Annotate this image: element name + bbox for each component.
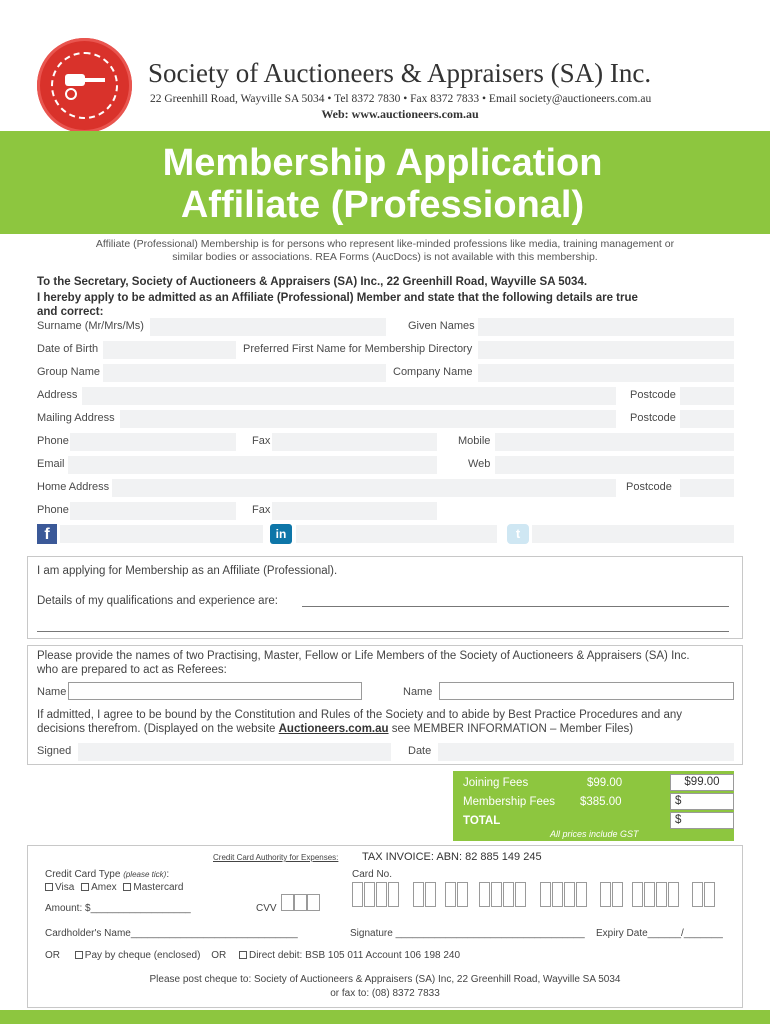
- given-names-label: Given Names: [408, 320, 475, 332]
- mailing-address-field[interactable]: [120, 410, 616, 428]
- referees-line1: Please provide the names of two Practising, Master, Fellow or Life Members of the Society of Auctioneers & Appraisers (SA) Inc.: [37, 650, 690, 662]
- amount-field[interactable]: Amount: $__________________: [45, 903, 191, 914]
- card-digit-box[interactable]: [376, 882, 387, 907]
- card-digit-box[interactable]: [656, 882, 667, 907]
- qualifications-line1[interactable]: [302, 606, 729, 607]
- given-names-field[interactable]: [478, 318, 734, 336]
- card-digit-box[interactable]: [425, 882, 436, 907]
- declaration-line1: To the Secretary, Society of Auctioneers & Appraisers (SA) Inc., 22 Greenhill Road, Wayville SA 5034.: [37, 276, 588, 288]
- contact-line: 22 Greenhill Road, Wayville SA 5034 • Tel 8372 7830 • Fax 8372 7833 • Email society@auctioneers.com.au: [150, 93, 652, 105]
- amex-checkbox[interactable]: [81, 883, 89, 891]
- declaration-line2: I hereby apply to be admitted as an Affiliate (Professional) Member and state that the following details are true: [37, 292, 638, 304]
- signed-field[interactable]: [78, 743, 391, 761]
- card-digit-box[interactable]: [515, 882, 526, 907]
- visa-label: Visa: [55, 882, 75, 893]
- fax2-label: Fax: [252, 504, 271, 516]
- signature-field[interactable]: Signature __________________________________: [350, 928, 585, 939]
- applying-line1: I am applying for Membership as an Affiliate (Professional).: [37, 565, 338, 577]
- cvv-digit-box[interactable]: [294, 894, 307, 911]
- twitter-icon: t: [507, 524, 529, 544]
- membership-fees-box[interactable]: $: [670, 793, 734, 810]
- intro-line1: Affiliate (Professional) Membership is for persons who represent like-minded professions like media, training management or: [95, 238, 675, 250]
- card-digit-box[interactable]: [457, 882, 468, 907]
- title-banner: [0, 131, 770, 234]
- mailing-address-label: Mailing Address: [37, 412, 115, 424]
- phone2-label: Phone: [37, 504, 69, 516]
- intro-line2: similar bodies or associations. REA Forms (AucDocs) is not available with this membership.: [172, 251, 598, 263]
- agree-line1: If admitted, I agree to be bound by the Constitution and Rules of the Society and to abide by Best Practice Procedures and any: [37, 709, 683, 721]
- referee1-name-label: Name: [37, 686, 67, 698]
- card-digit-box[interactable]: [704, 882, 715, 907]
- surname-label: Surname (Mr/Mrs/Ms): [37, 320, 144, 332]
- mobile-field[interactable]: [495, 433, 734, 451]
- fax1-label: Fax: [252, 435, 271, 447]
- or-text-1: OR: [45, 950, 60, 961]
- referees-line2: who are prepared to act as Referees:: [37, 664, 227, 676]
- card-digit-box[interactable]: [576, 882, 587, 907]
- referee2-name-field[interactable]: [439, 682, 734, 700]
- web-line: Web: www.auctioneers.com.au: [321, 107, 479, 121]
- card-digit-box[interactable]: [540, 882, 551, 907]
- referee1-name-field[interactable]: [68, 682, 362, 700]
- membership-fees-label: Membership Fees: [463, 796, 556, 808]
- web-field[interactable]: [495, 456, 734, 474]
- direct-debit-label: Direct debit: BSB 105 011 Account 106 198 240: [248, 950, 461, 961]
- dob-field[interactable]: [103, 341, 236, 359]
- date-field[interactable]: [438, 743, 734, 761]
- membership-fees-amount: $385.00: [580, 796, 622, 808]
- card-digit-box[interactable]: [644, 882, 655, 907]
- facebook-field[interactable]: [60, 525, 263, 543]
- declaration-line3: and correct:: [37, 306, 104, 318]
- email-field[interactable]: [68, 456, 437, 474]
- postcode3-field[interactable]: [680, 479, 734, 497]
- agree-line2-post: see MEMBER INFORMATION – Member Files): [388, 723, 634, 735]
- referee2-name-label: Name: [403, 686, 433, 698]
- joining-fees-amount: $99.00: [587, 777, 623, 789]
- group-name-field[interactable]: [103, 364, 386, 382]
- joining-fees-box[interactable]: $99.00: [670, 774, 734, 791]
- facebook-icon: f: [37, 524, 57, 544]
- card-digit-box[interactable]: [668, 882, 679, 907]
- card-digit-box[interactable]: [352, 882, 363, 907]
- card-digit-box[interactable]: [503, 882, 514, 907]
- banner-title-line1: Membership Application: [162, 142, 603, 184]
- or-text-2: OR: [211, 950, 227, 961]
- signed-label: Signed: [37, 745, 72, 757]
- cvv-label: CVV: [256, 903, 277, 914]
- footer-bar: [0, 1010, 770, 1024]
- dob-label: Date of Birth: [37, 343, 99, 355]
- home-address-label: Home Address: [37, 481, 110, 493]
- org-name: Society of Auctioneers & Appraisers (SA) Inc.: [148, 58, 652, 88]
- agree-line2: [37, 723, 633, 735]
- company-name-field[interactable]: [478, 364, 734, 382]
- twitter-field[interactable]: [532, 525, 734, 543]
- cc-type-label: [45, 869, 169, 880]
- surname-field[interactable]: [150, 318, 386, 336]
- card-digit-box[interactable]: [413, 882, 424, 907]
- mastercard-label: Mastercard: [133, 882, 184, 893]
- post-cheque-line1: Please post cheque to: Society of Auctioneers & Appraisers (SA) Inc, 22 Greenhill Road, Wayville SA 5034: [149, 974, 621, 985]
- postcode2-field[interactable]: [680, 410, 734, 428]
- card-digit-box[interactable]: [564, 882, 575, 907]
- phone1-label: Phone: [37, 435, 69, 447]
- phone1-field[interactable]: [70, 433, 236, 451]
- linkedin-field[interactable]: [296, 525, 497, 543]
- joining-fees-label: Joining Fees: [463, 777, 529, 789]
- phone2-field[interactable]: [70, 502, 236, 520]
- company-name-label: Company Name: [393, 366, 473, 378]
- tax-invoice: TAX INVOICE: ABN: 82 885 149 245: [362, 851, 542, 863]
- cc-type-text: Credit Card Type: [45, 869, 124, 880]
- fax2-field[interactable]: [272, 502, 437, 520]
- total-box[interactable]: $: [670, 812, 734, 829]
- linkedin-icon: in: [270, 524, 292, 544]
- expiry-date-field[interactable]: Expiry Date______/_______: [596, 928, 723, 939]
- group-name-label: Group Name: [37, 366, 100, 378]
- banner-title-line2: Affiliate (Professional): [180, 184, 585, 226]
- cardholder-name-field[interactable]: Cardholder's Name______________________________: [45, 928, 298, 939]
- date-label: Date: [408, 745, 432, 757]
- card-digit-box[interactable]: [445, 882, 456, 907]
- postcode2-label: Postcode: [630, 412, 676, 424]
- payment-options: [45, 950, 460, 961]
- mastercard-checkbox[interactable]: [123, 883, 131, 891]
- card-digit-box[interactable]: [692, 882, 703, 907]
- card-digit-box[interactable]: [491, 882, 502, 907]
- cheque-label: Pay by cheque (enclosed): [84, 950, 201, 961]
- cvv-digit-box[interactable]: [307, 894, 320, 911]
- preferred-name-label: Preferred First Name for Membership Directory: [243, 343, 473, 355]
- home-address-field[interactable]: [112, 479, 616, 497]
- mobile-label: Mobile: [458, 435, 491, 447]
- card-digit-box[interactable]: [552, 882, 563, 907]
- gavel-icon: [59, 66, 109, 102]
- cheque-checkbox[interactable]: [75, 951, 83, 959]
- card-digit-box[interactable]: [364, 882, 375, 907]
- qualifications-line2[interactable]: [37, 631, 729, 632]
- postcode1-field[interactable]: [680, 387, 734, 405]
- postcode1-label: Postcode: [630, 389, 676, 401]
- card-digit-box[interactable]: [632, 882, 643, 907]
- cc-authority-label: Credit Card Authority for Expenses:: [213, 853, 339, 862]
- amex-label: Amex: [91, 882, 117, 893]
- direct-debit-checkbox[interactable]: [239, 951, 247, 959]
- card-no-label: Card No.: [352, 869, 393, 880]
- cvv-digit-box[interactable]: [281, 894, 294, 911]
- post-cheque-line2: or fax to: (08) 8372 7833: [330, 988, 440, 999]
- gst-note: All prices include GST: [550, 829, 639, 839]
- preferred-name-field[interactable]: [478, 341, 734, 359]
- card-digit-box[interactable]: [612, 882, 623, 907]
- address-field[interactable]: [82, 387, 616, 405]
- visa-checkbox[interactable]: [45, 883, 53, 891]
- applying-line2: Details of my qualifications and experience are:: [37, 595, 278, 607]
- postcode3-label: Postcode: [626, 481, 672, 493]
- total-label: TOTAL: [463, 815, 501, 827]
- card-digit-box[interactable]: [479, 882, 490, 907]
- email-label: Email: [37, 458, 65, 470]
- card-digit-box[interactable]: [600, 882, 611, 907]
- cc-type-options: [45, 882, 183, 893]
- web-label: Web: [468, 458, 491, 470]
- card-digit-box[interactable]: [388, 882, 399, 907]
- cc-type-colon: :: [166, 869, 170, 880]
- address-label: Address: [37, 389, 78, 401]
- agree-line2-pre: decisions therefrom. (Displayed on the website: [37, 723, 279, 735]
- fax1-field[interactable]: [272, 433, 437, 451]
- cc-type-hint: (please tick): [123, 870, 167, 879]
- website-link[interactable]: Auctioneers.com.au: [278, 723, 389, 735]
